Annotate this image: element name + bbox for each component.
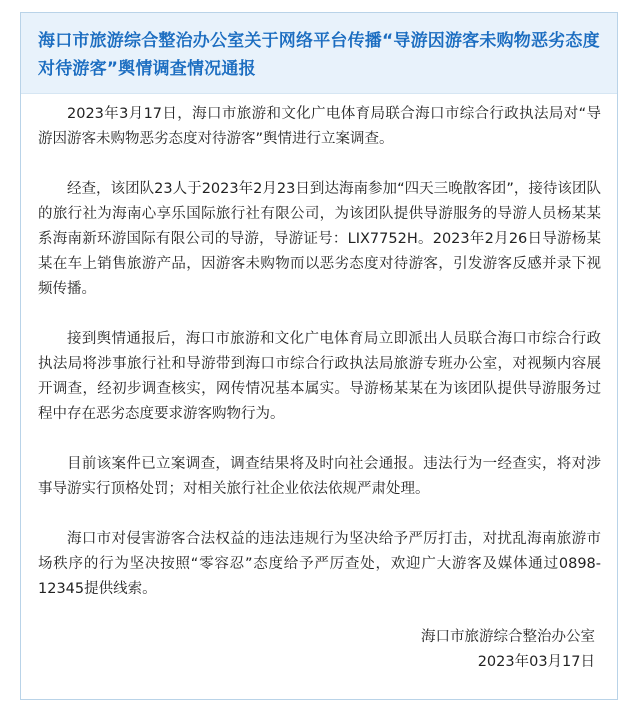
signature-block <box>38 625 601 675</box>
signature-date: 2023年03月17日 <box>477 654 595 670</box>
notice-title-bar <box>21 13 617 94</box>
signature-organization: 海口市旅游综合整治办公室 <box>421 629 595 645</box>
paragraph-2: 经查，该团队23人于2023年2月23日到达海南参加“四天三晚散客团”，接待该团队的旅行社为海南心享乐国际旅行社有限公司，为该团队提供导游服务的导游人员杨某某系海南新环游国际有限公司的导游，导游证号：LIX7752H。2023年2月26日导游杨某某在车上销售旅游产品，因游客未购物而以恶劣态度对待游客，引发游客反感并录下视频传播。 <box>38 181 601 297</box>
notice-body <box>21 94 617 675</box>
paragraph-5: 海口市对侵害游客合法权益的违法违规行为坚决给予严厉打击，对扰乱海南旅游市场秩序的行为坚决按照“零容忍”态度给予严厉查处，欢迎广大游客及媒体通过0898-12345提供线索。 <box>38 531 601 597</box>
paragraph-1: 2023年3月17日，海口市旅游和文化广电体育局联合海口市综合行政执法局对“导游因游客未购物恶劣态度对待游客”舆情进行立案调查。 <box>38 106 601 147</box>
paragraph-3: 接到舆情通报后，海口市旅游和文化广电体育局立即派出人员联合海口市综合行政执法局将涉事旅行社和导游带到海口市综合行政执法局旅游专班办公室，对视频内容展开调查，经初步调查核实，网传情况基本属实。导游杨某某在为该团队提供导游服务过程中存在恶劣态度要求游客购物行为。 <box>38 331 601 422</box>
notice-card <box>20 12 618 700</box>
notice-title: 海口市旅游综合整治办公室关于网络平台传播“导游因游客未购物恶劣态度对待游客”舆情调查情况通报 <box>38 31 600 79</box>
paragraph-4: 目前该案件已立案调查，调查结果将及时向社会通报。违法行为一经查实，将对涉事导游实行顶格处罚；对相关旅行社企业依法依规严肃处理。 <box>38 456 601 497</box>
